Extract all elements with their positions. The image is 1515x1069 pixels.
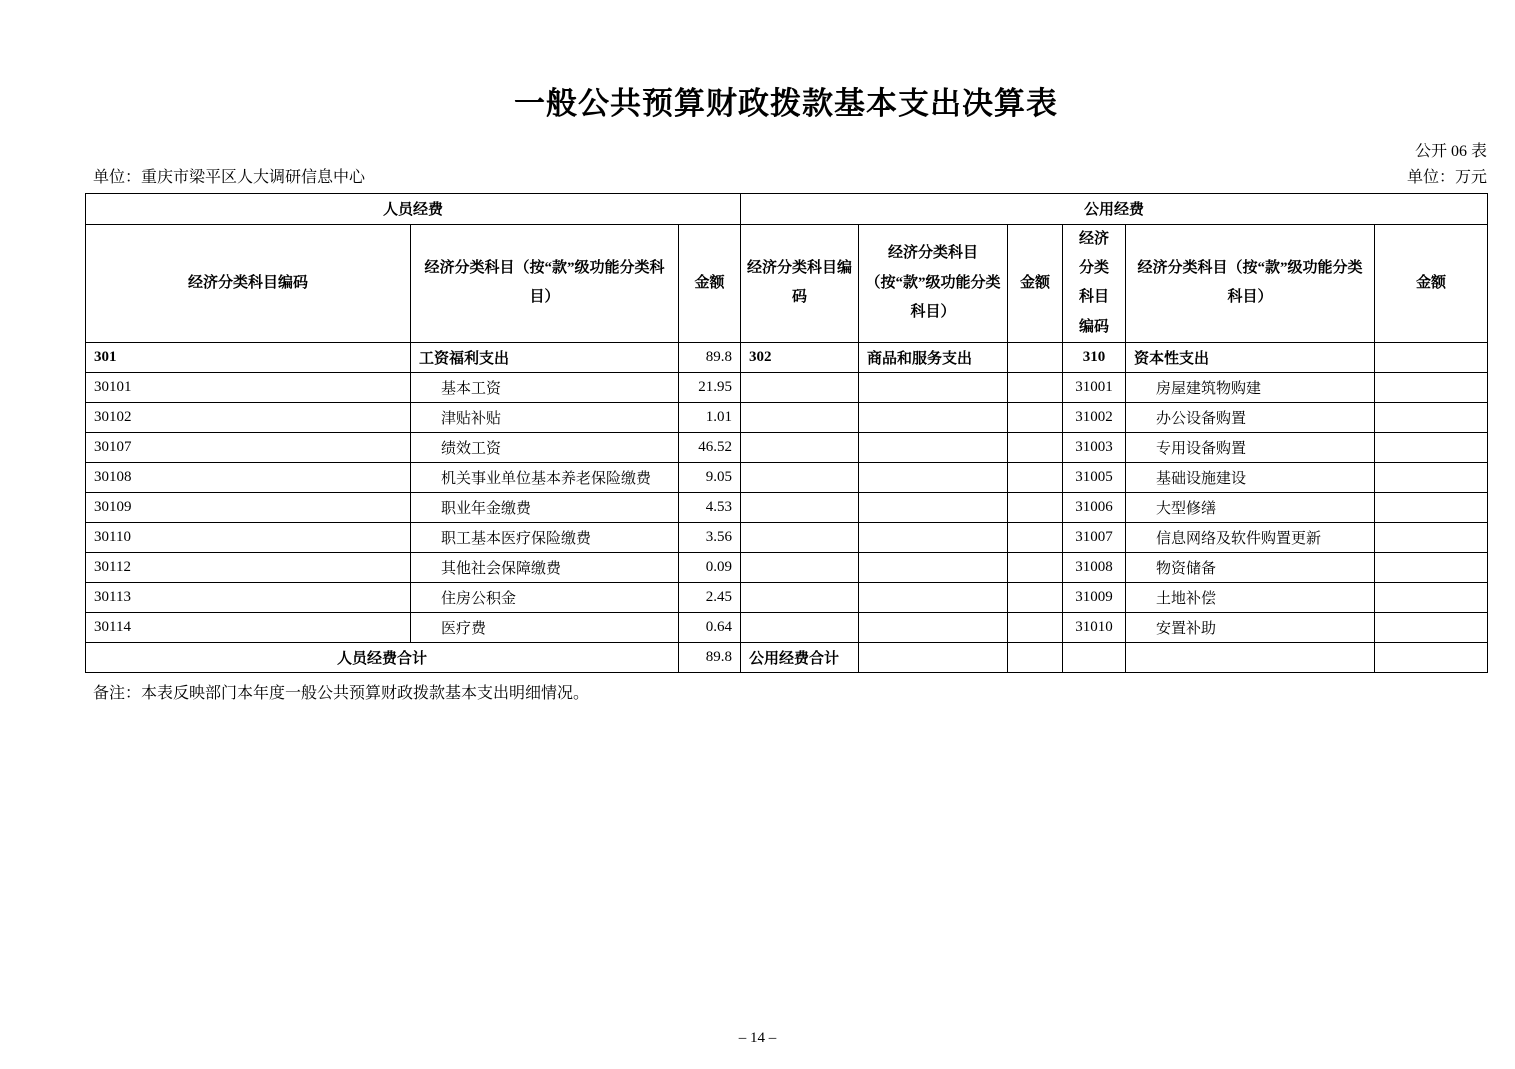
cell-code — [741, 492, 859, 522]
column-header-subject-1: 经济分类科目（按“款”级功能分类科目） — [411, 224, 679, 342]
column-header-amount-1: 金额 — [679, 224, 741, 342]
cell-item: 资本性支出 — [1126, 342, 1375, 372]
table-row — [86, 432, 1488, 462]
cell-item: 商品和服务支出 — [859, 342, 1008, 372]
cell-code: 31009 — [1063, 582, 1126, 612]
cell-code: 310 — [1063, 342, 1126, 372]
cell-item — [859, 582, 1008, 612]
cell-amount: 89.8 — [679, 342, 741, 372]
cell-amount: 0.09 — [679, 552, 741, 582]
cell-amount — [1375, 372, 1488, 402]
document-content — [85, 0, 1487, 705]
cell-amount: 9.05 — [679, 462, 741, 492]
cell-code: 31010 — [1063, 612, 1126, 642]
cell-code: 31003 — [1063, 432, 1126, 462]
group-header-row — [86, 193, 1488, 224]
cell-amount — [1375, 552, 1488, 582]
cell-item: 职工基本医疗保险缴费 — [411, 522, 679, 552]
cell-amount — [1375, 492, 1488, 522]
cell-code — [741, 522, 859, 552]
cell-code: 31001 — [1063, 372, 1126, 402]
cell-item — [859, 492, 1008, 522]
cell-item: 土地补偿 — [1126, 582, 1375, 612]
cell-code — [741, 402, 859, 432]
column-header-code-3: 经济分类科目编码 — [1063, 224, 1126, 342]
table-number: 公开 06 表 — [1414, 142, 1487, 160]
cell-amount: 2.45 — [679, 582, 741, 612]
cell-item — [859, 432, 1008, 462]
cell-code: 30102 — [86, 402, 411, 432]
cell-item — [859, 612, 1008, 642]
cell-code — [741, 582, 859, 612]
cell-amount — [1008, 552, 1063, 582]
group-header-public: 公用经费 — [741, 193, 1488, 224]
table-row — [86, 342, 1488, 372]
column-header-amount-3: 金额 — [1375, 224, 1488, 342]
cell-code — [741, 462, 859, 492]
page-number: – 14 – — [738, 1030, 777, 1046]
note: 备注：本表反映部门本年度一般公共预算财政拨款基本支出明细情况。 — [93, 684, 590, 702]
cell-item — [859, 402, 1008, 432]
cell-code: 302 — [741, 342, 859, 372]
cell-code: 31008 — [1063, 552, 1126, 582]
table-row — [86, 462, 1488, 492]
table-body — [86, 342, 1488, 642]
cell-item: 基本工资 — [411, 372, 679, 402]
cell-amount — [1008, 612, 1063, 642]
cell-amount — [1008, 492, 1063, 522]
column-header-subject-2: 经济分类科目（按“款”级功能分类科目） — [859, 224, 1008, 342]
cell-item — [859, 372, 1008, 402]
cell-item: 办公设备购置 — [1126, 402, 1375, 432]
cell-item: 医疗费 — [411, 612, 679, 642]
cell-amount — [1375, 342, 1488, 372]
cell-code: 30110 — [86, 522, 411, 552]
cell-amount — [1008, 582, 1063, 612]
cell-code: 31002 — [1063, 402, 1126, 432]
cell-code: 30109 — [86, 492, 411, 522]
cell-amount — [1008, 522, 1063, 552]
cell-amount — [1008, 372, 1063, 402]
public-total-amount — [1375, 642, 1488, 672]
public-total-label: 公用经费合计 — [741, 642, 859, 672]
table-row — [86, 372, 1488, 402]
cell-amount — [1375, 462, 1488, 492]
cell-amount — [1375, 612, 1488, 642]
column-header-amount-2: 金额 — [1008, 224, 1063, 342]
table-row — [86, 582, 1488, 612]
cell-item: 其他社会保障缴费 — [411, 552, 679, 582]
cell-item: 安置补助 — [1126, 612, 1375, 642]
cell-amount — [1375, 582, 1488, 612]
cell-item: 绩效工资 — [411, 432, 679, 462]
cell-amount — [1375, 432, 1488, 462]
cell-code — [741, 552, 859, 582]
cell-code: 30113 — [86, 582, 411, 612]
cell-code — [741, 612, 859, 642]
group-header-personnel: 人员经费 — [86, 193, 741, 224]
cell-code — [741, 372, 859, 402]
cell-amount — [1008, 342, 1063, 372]
cell-code: 31007 — [1063, 522, 1126, 552]
cell-amount — [1008, 432, 1063, 462]
cell-item: 津贴补贴 — [411, 402, 679, 432]
cell-item: 物资储备 — [1126, 552, 1375, 582]
cell-code: 301 — [86, 342, 411, 372]
cell-item: 职业年金缴费 — [411, 492, 679, 522]
cell-amount — [1008, 462, 1063, 492]
personnel-total-amount: 89.8 — [679, 642, 741, 672]
table-row — [86, 492, 1488, 522]
personnel-total-label: 人员经费合计 — [86, 642, 679, 672]
cell-item — [859, 552, 1008, 582]
org-unit-label: 单位：重庆市梁平区人大调研信息中心 — [93, 169, 366, 187]
cell-item: 大型修缮 — [1126, 492, 1375, 522]
column-header-code-2: 经济分类科目编码 — [741, 224, 859, 342]
cell-amount: 4.53 — [679, 492, 741, 522]
table-row — [86, 402, 1488, 432]
table-total-section — [86, 642, 1488, 672]
column-header-code-1: 经济分类科目编码 — [86, 224, 411, 342]
cell-amount: 3.56 — [679, 522, 741, 552]
cell-code: 31006 — [1063, 492, 1126, 522]
cell-code: 30101 — [86, 372, 411, 402]
page-title: 一般公共预算财政拨款基本支出决算表 — [514, 86, 1058, 121]
cell-item: 住房公积金 — [411, 582, 679, 612]
empty-cell — [1126, 642, 1375, 672]
cell-item: 机关事业单位基本养老保险缴费 — [411, 462, 679, 492]
cell-code: 30114 — [86, 612, 411, 642]
cell-item: 房屋建筑物购建 — [1126, 372, 1375, 402]
meta-row — [85, 169, 1487, 187]
cell-code: 30108 — [86, 462, 411, 492]
cell-item: 专用设备购置 — [1126, 432, 1375, 462]
cell-amount — [1375, 522, 1488, 552]
cell-amount: 1.01 — [679, 402, 741, 432]
cell-code — [741, 432, 859, 462]
total-row — [86, 642, 1488, 672]
currency-unit-label: 单位：万元 — [1406, 169, 1487, 187]
cell-code: 31005 — [1063, 462, 1126, 492]
cell-amount: 46.52 — [679, 432, 741, 462]
cell-item: 信息网络及软件购置更新 — [1126, 522, 1375, 552]
cell-code: 30107 — [86, 432, 411, 462]
cell-item — [859, 462, 1008, 492]
column-header-row — [86, 224, 1488, 342]
cell-item: 基础设施建设 — [1126, 462, 1375, 492]
cell-item — [859, 522, 1008, 552]
expenditure-table — [85, 193, 1488, 673]
column-header-subject-3: 经济分类科目（按“款”级功能分类科目） — [1126, 224, 1375, 342]
table-row — [86, 552, 1488, 582]
cell-amount — [1375, 402, 1488, 432]
table-row — [86, 522, 1488, 552]
cell-amount: 21.95 — [679, 372, 741, 402]
empty-cell — [1063, 642, 1126, 672]
cell-amount: 0.64 — [679, 612, 741, 642]
empty-cell — [1008, 642, 1063, 672]
cell-code: 30112 — [86, 552, 411, 582]
empty-cell — [859, 642, 1008, 672]
cell-item: 工资福利支出 — [411, 342, 679, 372]
cell-amount — [1008, 402, 1063, 432]
table-row — [86, 612, 1488, 642]
